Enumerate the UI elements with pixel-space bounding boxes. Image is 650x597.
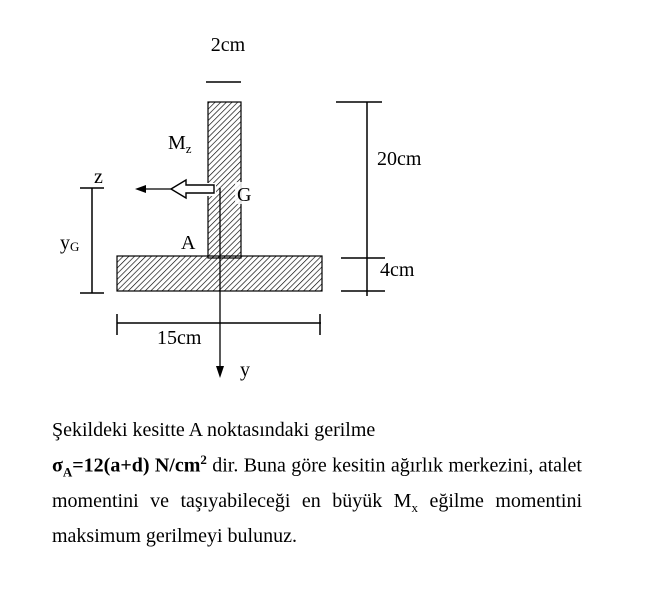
point-a-label: A bbox=[181, 232, 196, 254]
y-axis-arrowhead bbox=[216, 366, 224, 378]
centroid-label: G bbox=[237, 184, 252, 206]
problem-body bbox=[52, 445, 582, 551]
stress-formula: =12(a+d) N/cm bbox=[72, 454, 201, 477]
flange-height-label: 4cm bbox=[380, 259, 415, 281]
moment-label: $M_z$ bbox=[168, 132, 192, 156]
z-axis-label: z bbox=[94, 166, 103, 188]
problem-text: dir. Buna göre kesitin ağırlık merkezini, atalet momentini ve taşıyabileceği en büyük M bbox=[52, 454, 582, 512]
problem-line-1: Şekildeki kesitte A noktasındaki gerilme bbox=[52, 419, 376, 441]
z-axis-arrowhead bbox=[135, 185, 146, 193]
problem-statement bbox=[52, 416, 582, 551]
mx-subscript: x bbox=[411, 499, 418, 515]
web-width-label: 2cm bbox=[210, 34, 246, 56]
formula-exponent: 2 bbox=[200, 452, 207, 467]
sigma-symbol: σ bbox=[52, 454, 63, 477]
y-axis-label: y bbox=[240, 359, 250, 381]
problem-ending: eğilme momentini maksimum gerilmeyi bulunuz. bbox=[52, 489, 582, 547]
sigma-subscript: A bbox=[62, 464, 73, 480]
yg-label: yG bbox=[60, 232, 80, 254]
web-height-label: 20cm bbox=[377, 148, 422, 170]
flange-width-label: 15cm bbox=[157, 327, 202, 349]
web-rect bbox=[208, 102, 241, 258]
